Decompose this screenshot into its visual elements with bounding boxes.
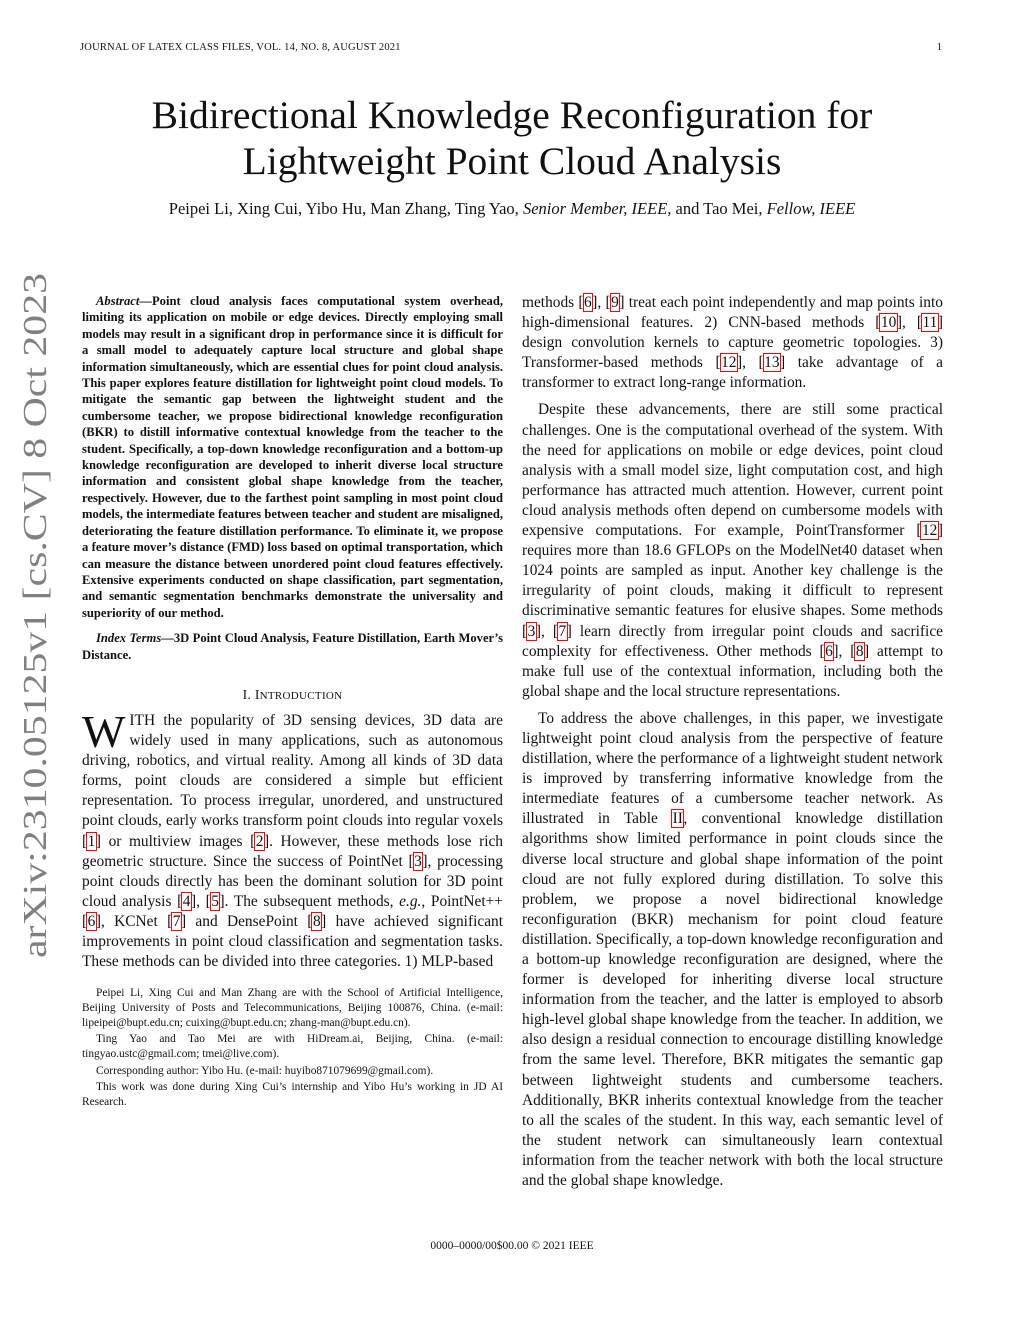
body-text: treat each point independently and map points into high-dimensional features. 2) CNN-based methods [522, 294, 943, 332]
citation-link[interactable]: 2 [255, 832, 264, 850]
intro-text: or multiview images [100, 832, 251, 850]
body-text: , [597, 294, 606, 311]
citation-link[interactable]: 9 [611, 294, 619, 311]
body-text: , [742, 354, 759, 372]
intro-text: , PointNet++ [421, 892, 503, 910]
footnote-corresponding-author: Corresponding author: Yibo Hu. (e-mail: huyibo871079699@gmail.com). [96, 1064, 434, 1077]
authors-role-2: Fellow, IEEE [766, 199, 856, 218]
arxiv-identifier-text: arXiv:2310.05125v1 [cs.CV] 8 Oct 2023 [17, 400, 54, 958]
authors-names-1: Peipei Li, Xing Cui, Yibo Hu, Man Zhang, Ting Yao, [168, 199, 523, 218]
abstract-lead: Abstract [96, 294, 140, 308]
citation-link[interactable]: 8 [855, 642, 864, 660]
intro-text: , processing point clouds directly has been the dominant solution for 3D point cloud analysis [82, 852, 503, 910]
intro-text: , [196, 892, 206, 910]
intro-text: . However, these methods lose rich geometric structure. Since the success of PointNet [82, 832, 504, 870]
citation-link[interactable]: 5 [211, 892, 219, 910]
section-heading [82, 687, 503, 703]
index-terms-lead: Index Terms [96, 631, 162, 646]
body-text: , [540, 622, 553, 640]
body-text: learn directly from irregular point clouds and sacrifice complexity for effectiveness. Other methods [522, 622, 943, 660]
section-title [255, 687, 343, 702]
citation-link[interactable]: 12 [921, 522, 938, 540]
section-numeral: I. [242, 686, 252, 702]
arxiv-side-identifier [12, 268, 56, 958]
body-paragraph: Despite these advancements, there are still some practical challenges. One is the computational overhead of the system. With the need for applications on mobile or edge devices, point cloud analysis with a small model size, light computation cost, and high performance has attracted much attention. However, current point cloud analysis methods often depend on cumbersome models with expensive computations. For example, PointTransformer [12] requires more than 18.6 GFLOPs on the ModelNet40 dataset when 1024 points are sampled as input. Another key challenge is the irregularity of point clouds, making it difficult to represent discriminative semantic features for elusive shapes. Some methods [3], [7] learn directly from irregular point clouds and sacrifice complexity for effectiveness. Other methods [6], [8] attempt to make full use of the contextual information, including both the global shape and the local structure representations. [522, 401, 944, 700]
citation-link[interactable]: 13 [764, 354, 780, 372]
intro-text: . The subsequent methods, [224, 892, 400, 910]
index-terms-text: —3D Point Cloud Analysis, Feature Distillation, Earth Mover’s Distance. [82, 631, 503, 662]
body-text: To address the above challenges, in this paper, we investigate lightweight point cloud analysis from the perspective of feature distillation, where the performance of a lightweight student network is improved by transferring informative knowledge from the intermediate features of a cumbersome teacher network. As illustrated in Table [522, 709, 943, 828]
citation-link[interactable]: 3 [527, 622, 536, 640]
intro-text: , KCNet [100, 912, 168, 930]
authors-names-2: and Tao Mei, [671, 199, 767, 218]
body-text: , [901, 314, 917, 332]
abstract-text: —Point cloud analysis faces computational system overhead, limiting its application on mobile or edge devices. Directly employing small models may result in a significant drop in performance since it is difficult for a small model to adequately capture local structure and global shape information simultaneously, which are essential clues for point cloud analysis. This paper explores feature distillation for lightweight point cloud models. To mitigate the semantic gap between the lightweight student and the cumbersome teacher, we propose bidirectional knowledge reconfiguration (BKR) to distill informative contextual knowledge from the teacher to the student. Specifically, a top-down knowledge reconfiguration and a bottom-up knowledge reconfiguration are developed to inherit diverse local structure information and consistent global shape knowledge from the teacher, respectively. However, due to the farthest point sampling in most point cloud models, the intermediate features between teacher and student are misaligned, deteriorating the feature distillation performance. To eliminate it, we propose a feature mover’s distance (FMD) loss based on optimal transportation, which can measure the distance between unordered point cloud features effectively. Extensive experiments conducted on shape classification, part segmentation, and semantic segmentation benchmarks demonstrate the universality and superiority of our method. [82, 294, 503, 620]
body-text: , conventional knowledge distillation algorithms show limited performance in point clouds since the diverse local structure and global shape information of the point cloud are not fully explored during distillation. To solve this problem, we propose a novel bidirectional knowledge reconfiguration (BKR) mechanism for point cloud feature distillation. Specifically, a top-down knowledge reconfiguration and a bottom-up knowledge reconfiguration are designed, where the former is developed for inheriting diverse local structure information from the teacher, and the latter is employed to absorb high-level global shape knowledge from the teacher. In addition, we also design a residual connection to encourage distilling knowledge from the same level. Therefore, BKR mitigates the semantic gap between lightweight students and cumbersome teachers. Additionally, BKR inherits contextual knowledge from the teacher to all the scales of the student. In this way, each semantic level of the student network can simultaneously learn contextual information from the teacher network with both the local structure and the global shape knowledge. [522, 810, 943, 1190]
citation-link[interactable]: 4 [182, 892, 191, 910]
drop-cap: W [82, 705, 126, 757]
footnotes [82, 986, 503, 1110]
body-paragraph [522, 709, 943, 1191]
index-terms [82, 630, 503, 663]
body-text: , [838, 642, 851, 660]
citation-link[interactable]: 12 [721, 354, 737, 372]
body-paragraph: methods [6], [9] treat each point independently and map points into high-dimensional features. 2) CNN-based methods [10], [11] design convolution kernels to capture geometric topologies. 3) Transformer-based methods [12], [13] take advantage of a transformer to extract long-range information. [522, 294, 943, 392]
citation-link[interactable]: 3 [414, 852, 422, 870]
right-column [522, 293, 943, 1198]
footnote-affiliation-1: Peipei Li, Xing Cui and Man Zhang are with the School of Artificial Intelligence, Beijing University of Posts and Telecommunications, Beijing 100876, China. (e-mail: lipeipei@bupt.edu.cn; cuixing@bupt.edu.cn; zhang-man@bupt.edu.cn). [82, 987, 503, 1029]
citation-link[interactable]: 7 [172, 912, 181, 930]
body-text: methods [522, 294, 579, 311]
paper-title [80, 92, 944, 184]
page-number: 1 [936, 42, 942, 53]
citation-link[interactable]: 6 [825, 642, 833, 660]
intro-text: and DensePoint [186, 912, 308, 930]
author-list [80, 199, 944, 219]
footnote-internship: This work was done during Xing Cui’s internship and Yibo Hu’s working in JD AI Research. [82, 1081, 503, 1109]
intro-paragraph: WITH the popularity of 3D sensing devices, 3D data are widely used in many applications, such as autonomous driving, robotics, and virtual reality. Among all kinds of 3D data forms, point clouds are considered a simple but efficient representation. To process irregular, unordered, and unstructured point clouds, early works transform point clouds into regular voxels [1] or multiview images [2]. However, these methods lose rich geometric structure. Since the success of PointNet [3], processing point clouds directly has been the dominant solution for 3D point cloud analysis [4], [5]. The subsequent methods, e.g., PointNet++ [6], KCNet [7] and DensePoint [8] have achieved significant improvements in point cloud classification and segmentation tasks. These methods can be divided into three categories. 1) MLP-based [82, 705, 504, 971]
footnote-affiliation-2: Ting Yao and Tao Mei are with HiDream.ai, Beijing, China. (e-mail: tingyao.ustc@gmail.com; tmei@live.com). [82, 1033, 503, 1060]
title-line-1: Bidirectional Knowledge Reconfiguration for [151, 93, 873, 137]
left-column [82, 293, 503, 1112]
body-text: design convolution kernels to capture geometric topologies. 3) Transformer-based methods [522, 334, 943, 372]
running-header: JOURNAL OF LATEX CLASS FILES, VOL. 14, NO. 8, AUGUST 2021 [80, 42, 401, 53]
body-text: attempt to make full use of the contextual information, including both the global shape and the local structure representations. [522, 642, 944, 700]
section-title-rest: NTRODUCTION [259, 689, 343, 702]
body-text: requires more than 18.6 GFLOPs on the ModelNet40 dataset when 1024 points are sampled as input. Another key challenge is the irregularity of point clouds, making it difficult to represent discriminative semantic features for elusive shapes. Some methods [522, 542, 943, 620]
citation-link[interactable]: 10 [880, 314, 897, 332]
copyright-notice: 0000–0000/00$00.00 © 2021 IEEE [430, 1240, 594, 1252]
citation-link[interactable]: 11 [922, 314, 938, 332]
citation-link[interactable]: 8 [312, 912, 321, 930]
intro-text: e.g. [399, 892, 422, 910]
abstract [82, 293, 503, 621]
citation-link[interactable]: 6 [87, 912, 96, 930]
authors-role-1: Senior Member, IEEE, [522, 199, 672, 218]
body-text: take advantage of a transformer to extract long-range information. [522, 354, 943, 392]
citation-link[interactable]: 1 [87, 832, 96, 850]
title-line-2: Lightweight Point Cloud Analysis [242, 139, 782, 183]
intro-text: have achieved significant improvements in point cloud classification and segmentation tasks. These methods can be divided into three categories. 1) MLP-based [82, 912, 503, 971]
table-reference-link[interactable]: II [672, 810, 683, 828]
intro-text: ITH the popularity of 3D sensing devices, 3D data are widely used in many applications, such as autonomous driving, robotics, and virtual reality. Among all kinds of 3D data forms, point clouds are considered a simple but efficient representation. To process irregular, unordered, and unstructured point clouds, early works transform point clouds into regular voxels [82, 711, 503, 830]
section-title-initial: I [254, 686, 260, 702]
citation-link[interactable]: 6 [584, 294, 592, 311]
body-text: Despite these advancements, there are still some practical challenges. One is the computational overhead of the system. With the need for applications on mobile or edge devices, point cloud analysis with a small model size, light computation cost, and high performance has attracted much attention. However, current point cloud analysis methods often depend on cumbersome models with expensive computations. For example, PointTransformer [522, 401, 943, 540]
citation-link[interactable]: 7 [558, 622, 567, 640]
